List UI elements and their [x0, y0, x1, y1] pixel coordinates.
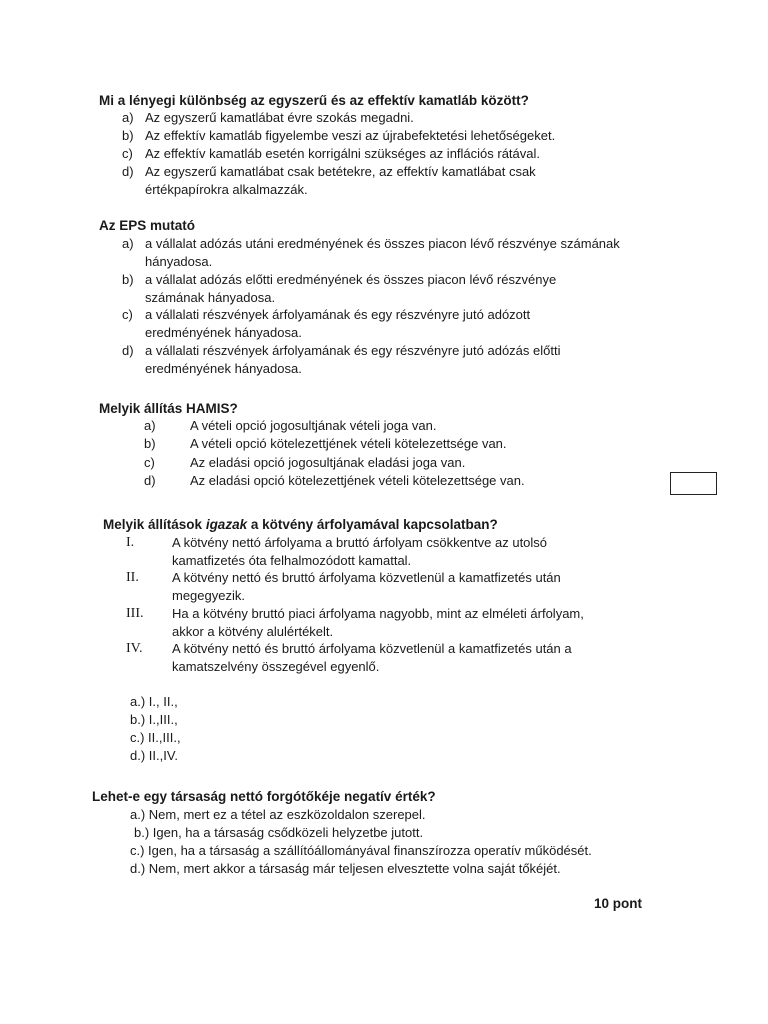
option-label: b) [122, 128, 134, 143]
question-4-title [103, 516, 498, 534]
question-1-title: Mi a lényegi különbség az egyszerű és az effektív kamatláb között? [99, 93, 529, 108]
answer-text: a.) I., II., [130, 694, 178, 709]
statement-label: I. [126, 535, 135, 550]
option-label: d) [122, 164, 134, 179]
option-label: d) [144, 473, 156, 488]
answer-text: c.) Igen, ha a társaság a szállítóállományával finanszírozza operatív működését. [130, 843, 592, 858]
option-label: b) [144, 436, 156, 451]
option-text [145, 163, 587, 198]
option-line: Az eladási opció kötelezettjének vételi kötelezettsége van. [190, 473, 525, 488]
answer-text: b.) Igen, ha a társaság csődközeli helyzetbe jutott. [134, 825, 424, 840]
option-label: a) [144, 418, 156, 433]
answer-text: d.) Nem, mert akkor a társaság már teljesen elvesztette volna saját tőkéjét. [130, 861, 561, 876]
option-label: c) [122, 146, 133, 161]
statement-label: III. [126, 606, 144, 621]
option-text [145, 145, 605, 163]
option-label: d) [122, 343, 134, 358]
option-label: b) [122, 272, 134, 287]
statement-label: IV. [126, 641, 143, 656]
statement-text [172, 605, 642, 640]
option-text [145, 342, 605, 377]
question-2-title: Az EPS mutató [99, 218, 196, 233]
statement-line: Ha a kötvény bruttó piaci árfolyama nagyobb, mint az elméleti árfolyam, [172, 606, 584, 621]
answer-text: a.) Nem, mert ez a tétel az eszközoldalon szerepel. [130, 807, 426, 822]
points-label: 10 pont [594, 896, 643, 911]
option-label: c) [122, 307, 133, 322]
option-text [190, 454, 610, 472]
option-text [145, 306, 582, 341]
option-text [190, 417, 610, 435]
statement-text [172, 534, 617, 569]
option-line: A vételi opció kötelezettjének vételi kötelezettsége van. [190, 436, 507, 451]
option-text [145, 109, 588, 127]
answer-text: b.) I.,III., [130, 712, 178, 727]
statement-label: II. [126, 570, 139, 585]
statement-line: A kötvény nettó és bruttó árfolyama közvetlenül a kamatfizetés után [172, 570, 561, 585]
option-line: Az egyszerű kamatlábat évre szokás megadni. [145, 110, 414, 125]
option-text [145, 235, 660, 270]
option-line: a vállalat adózás utáni eredményének és összes piacon lévő részvénye számának [145, 236, 620, 251]
option-text [190, 472, 610, 490]
statement-text [172, 569, 617, 604]
option-text [190, 435, 610, 453]
option-line: Az eladási opció jogosultjának eladási joga van. [190, 455, 466, 470]
statement-line: kamatszelvény összegével egyenlő. [172, 658, 380, 674]
option-label: a) [122, 236, 134, 251]
option-label: a) [122, 110, 134, 125]
option-line: értékpapírokra alkalmazzák. [145, 181, 308, 197]
option-text [145, 271, 607, 306]
option-text [145, 127, 605, 145]
statement-text [172, 640, 622, 675]
option-line: hányadosa. [145, 253, 213, 269]
option-line: A vételi opció jogosultjának vételi joga van. [190, 418, 437, 433]
option-line: Az effektív kamatláb figyelembe veszi az újrabefektetési lehetőségeket. [145, 128, 556, 143]
option-line: számának hányadosa. [145, 289, 276, 305]
option-line: a vállalati részvények árfolyamának és egy részvényre jutó adózott [145, 307, 531, 322]
statement-line: kamatfizetés óta felhalmozódott kamattal. [172, 552, 412, 568]
option-line: a vállalati részvények árfolyamának és egy részvényre jutó adózás előtti [145, 343, 561, 358]
option-line: eredményének hányadosa. [145, 360, 302, 376]
option-line: Az egyszerű kamatlábat csak betétekre, az effektív kamatlábat csak [145, 164, 536, 179]
statement-line: akkor a kötvény alulértékelt. [172, 623, 334, 639]
answer-box [670, 472, 717, 495]
question-3-title: Melyik állítás HAMIS? [99, 401, 238, 416]
answer-text: d.) II.,IV. [130, 748, 178, 763]
option-line: a vállalat adózás előtti eredményének és összes piacon lévő részvénye [145, 272, 557, 287]
title-part: a kötvény árfolyamával kapcsolatban? [247, 517, 498, 532]
title-emphasis: igazak [205, 517, 248, 532]
option-line: Az effektív kamatláb esetén korrigálni szükséges az inflációs rátával. [145, 146, 541, 161]
option-label: c) [144, 455, 155, 470]
question-5-title: Lehet-e egy társaság nettó forgótőkéje negatív érték? [92, 789, 436, 804]
statement-line: megegyezik. [172, 587, 245, 603]
option-line: eredményének hányadosa. [145, 324, 302, 340]
title-part: Melyik állítások [103, 517, 206, 532]
answer-text: c.) II.,III., [130, 730, 181, 745]
statement-line: A kötvény nettó és bruttó árfolyama közvetlenül a kamatfizetés után a [172, 641, 572, 656]
statement-line: A kötvény nettó árfolyama a bruttó árfolyam csökkentve az utolsó [172, 535, 548, 550]
